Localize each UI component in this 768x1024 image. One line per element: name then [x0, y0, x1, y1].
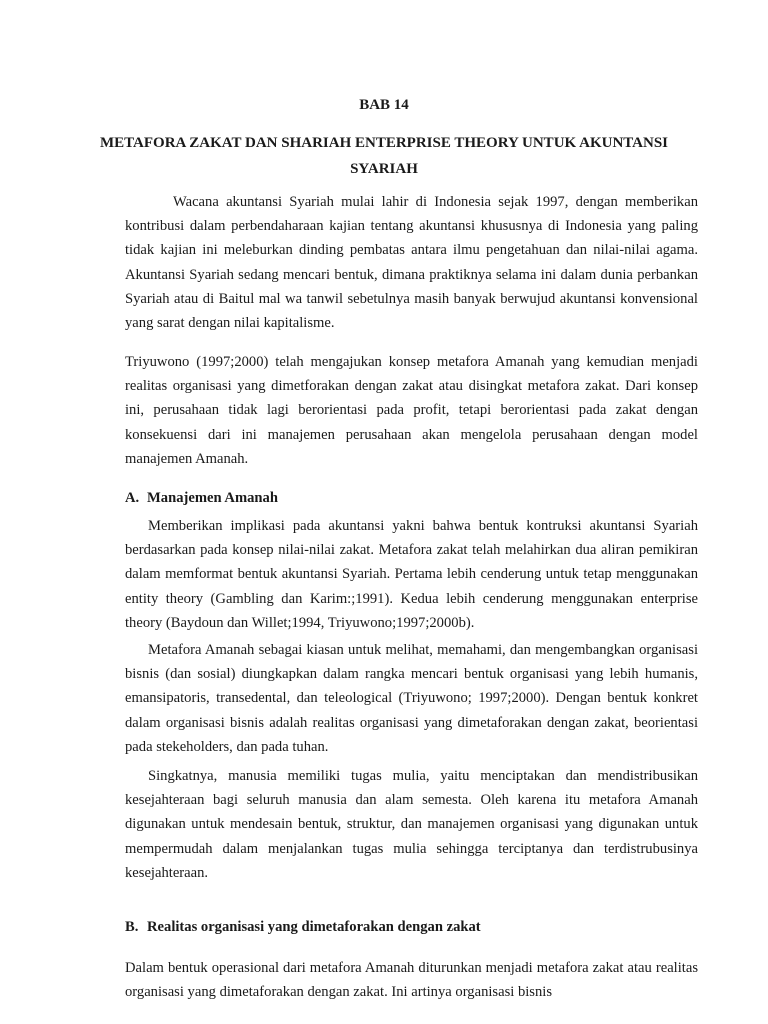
chapter-title: METAFORA ZAKAT DAN SHARIAH ENTERPRISE THEORY UNTUK AKUNTANSI SYARIAH — [99, 135, 669, 177]
paragraph-operasional: Dalam bentuk operasional dari metafora Amanah diturunkan menjadi metafora zakat atau realitas organisasi yang dimetaforakan dengan zakat. Ini artinya organisasi bisnis — [125, 960, 698, 1001]
paragraph-singkatnya: Singkatnya, manusia memiliki tugas mulia, yaitu menciptakan dan mendistribusikan kesejahteraan bagi seluruh manusia dan alam semesta. Oleh karena itu metafora Amanah digunakan untuk mendesain bentuk, struktur, dan manajemen organisasi yang digunakan untuk mempermudah dalam menjalankan tugas mulia sehingga terciptanya dan terdistrubusinya kesejahteraan. — [125, 768, 698, 881]
section-letter: B. — [125, 919, 139, 935]
section-heading-b — [125, 916, 698, 938]
section-title: Manajemen Amanah — [147, 490, 278, 506]
section-letter: A. — [125, 490, 140, 506]
paragraph-metafora-amanah: Metafora Amanah sebagai kiasan untuk melihat, memahami, dan mengembangkan organisasi bisnis (dan sosial) diungkapkan dalam rangka mencari bentuk organisasi yang lebih humanis, emansipatoris, transedental, dan teleological (Triyuwono; 1997;2000). Dengan bentuk konkret dalam organisasi bisnis adalah realitas organisasi yang dimetaforakan dengan zakat, beorientasi pada stekeholders, dan pada tuhan. — [125, 642, 698, 755]
paragraph-intro: Wacana akuntansi Syariah mulai lahir di Indonesia sejak 1997, dengan memberikan kontribusi dalam perbendaharaan kajian tentang akuntansi khususnya di Indonesia yang paling tidak kajian ini meleburkan dinding pembatas antara ilmu pengetahuan dan nilai-nilai agama. Akuntansi Syariah sedang mencari bentuk, dimana praktiknya selama ini dalam dunia perbankan Syariah atau di Baitul mal wa tanwil sebetulnya masih banyak berwujud akuntansi konvensional yang sarat dengan nilai kapitalisme. — [125, 194, 698, 332]
chapter-heading: BAB 14 — [359, 97, 409, 113]
paragraph-triyuwono: Triyuwono (1997;2000) telah mengajukan konsep metafora Amanah yang kemudian menjadi realitas organisasi yang dimetforakan dengan zakat atau disingkat metafora zakat. Dari konsep ini, perusahaan tidak lagi berorientasi pada profit, tetapi berorientasi pada zakat dengan konsekuensi dari ini manajemen perusahaan akan mengelola perusahaan dengan model manajemen Amanah. — [125, 354, 698, 467]
paragraph-implikasi: Memberikan implikasi pada akuntansi yakni bahwa bentuk kontruksi akuntansi Syariah berdasarkan pada konsep nilai-nilai zakat. Metafora zakat telah melahirkan dua aliran pemikiran dalam memformat bentuk akuntansi Syariah. Pertama lebih cenderung untuk tetap menggunakan entity theory (Gambling dan Karim:;1991). Kedua lebih cenderung menggunakan enterprise theory (Baydoun dan Willet;1994, Triyuwono;1997;2000b). — [125, 518, 698, 631]
section-title: Realitas organisasi yang dimetaforakan dengan zakat — [147, 919, 481, 935]
section-heading-a — [125, 487, 698, 509]
